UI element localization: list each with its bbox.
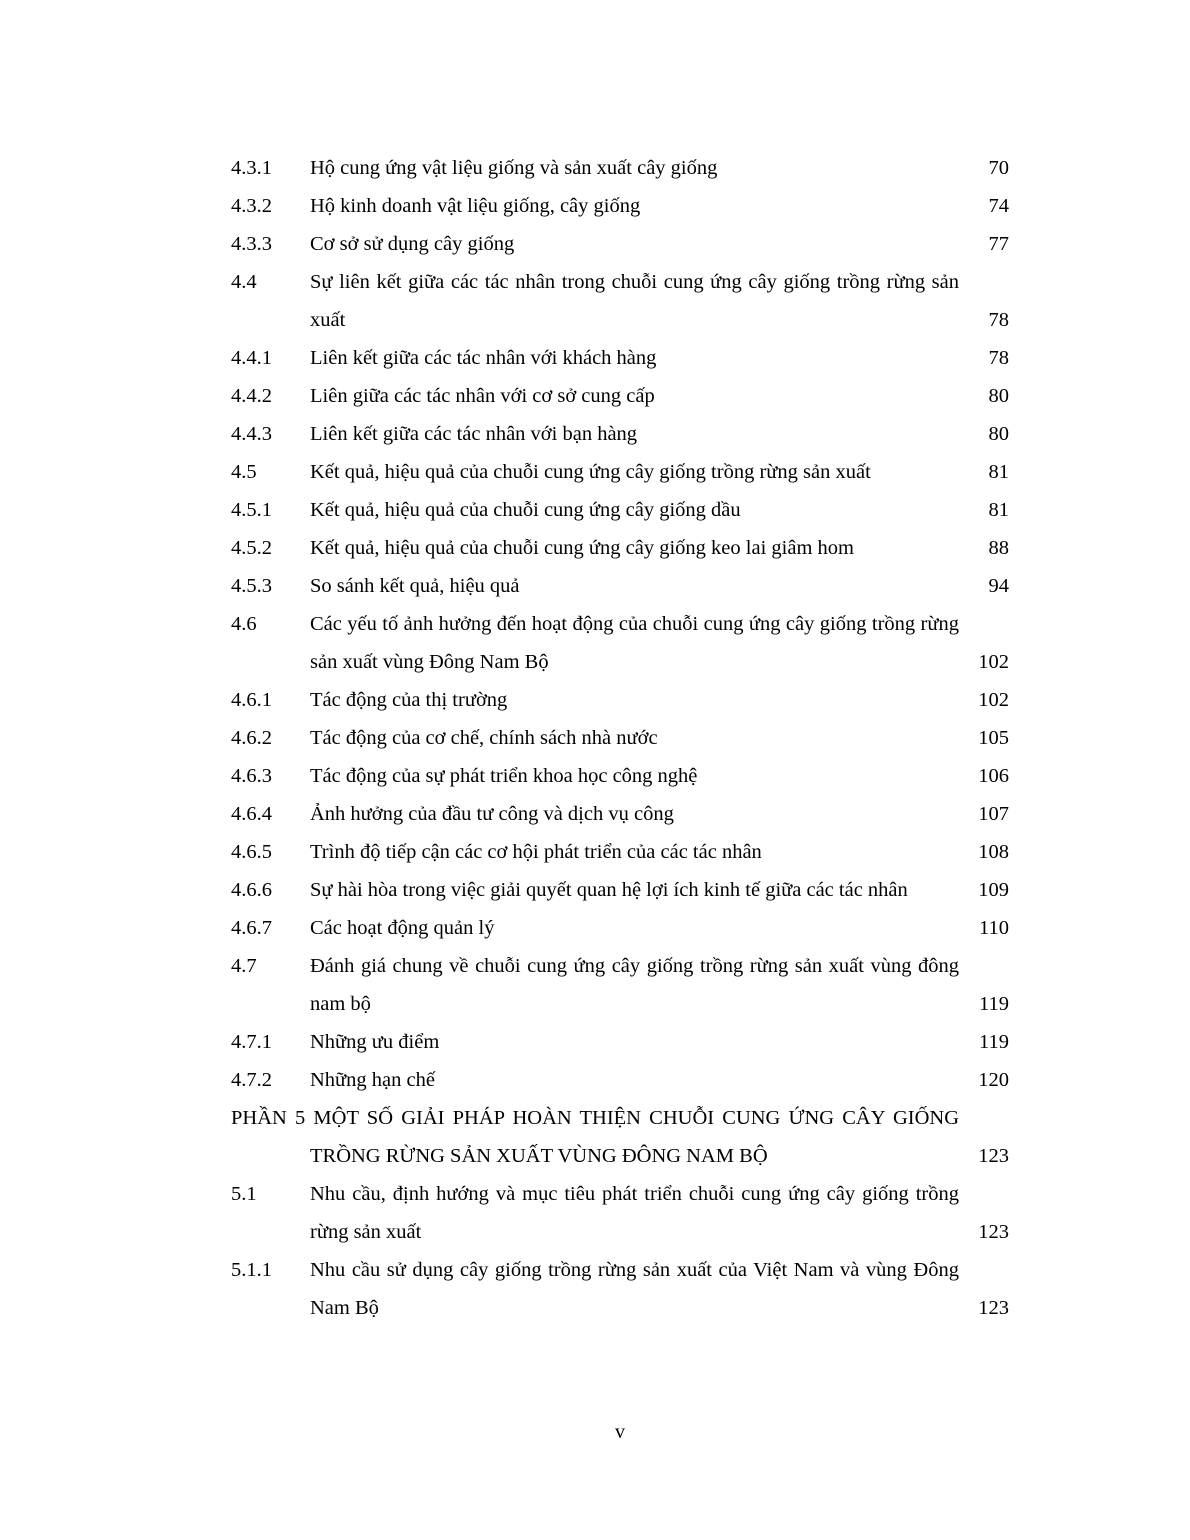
toc-entry-page: 80 bbox=[988, 385, 1009, 407]
toc-entry-body bbox=[310, 681, 1011, 719]
toc-entry-body bbox=[310, 529, 1011, 567]
toc-entry-page: 123 bbox=[978, 1221, 1009, 1243]
toc-entry-body bbox=[310, 1061, 1011, 1099]
toc-entry bbox=[231, 491, 1011, 529]
toc-entry bbox=[231, 149, 1011, 187]
toc-entry-page: 110 bbox=[979, 917, 1009, 939]
toc-entry-number: 4.6.7 bbox=[231, 917, 272, 939]
toc-entry-body bbox=[310, 453, 1011, 491]
toc-entry-title: Kết quả, hiệu quả của chuỗi cung ứng cây giống dầu bbox=[310, 499, 741, 521]
toc-entry-page: 81 bbox=[988, 499, 1009, 521]
toc-entry-body bbox=[310, 871, 1011, 909]
toc-entry-body bbox=[310, 947, 1011, 1023]
toc-entry bbox=[231, 1251, 1011, 1327]
toc-entry-body bbox=[310, 225, 1011, 263]
toc-entry-number: 4.6.4 bbox=[231, 803, 272, 825]
toc-entry-body bbox=[310, 757, 1011, 795]
toc-entry-page: 88 bbox=[988, 537, 1009, 559]
toc-entry-page: 119 bbox=[979, 993, 1009, 1015]
toc-entry-number: 4.3.3 bbox=[231, 233, 272, 255]
toc-entry-body bbox=[310, 415, 1011, 453]
toc-entry-body bbox=[310, 605, 1011, 681]
toc-entry bbox=[231, 1023, 1011, 1061]
toc-entry-number: 4.4.1 bbox=[231, 347, 272, 369]
toc-entry-title: Tác động của cơ chế, chính sách nhà nước bbox=[310, 727, 658, 749]
toc-entry bbox=[231, 225, 1011, 263]
toc-entry bbox=[231, 909, 1011, 947]
toc-entry-title: Liên kết giữa các tác nhân với bạn hàng bbox=[310, 423, 638, 445]
toc-entry-title: Những hạn chế bbox=[310, 1069, 435, 1091]
toc-entry bbox=[231, 187, 1011, 225]
toc-entry-title: PHẦN 5 MỘT SỐ GIẢI PHÁP HOÀN THIỆN CHUỖI CUNG ỨNG CÂY GIỐNG TRỒNG RỪNG SẢN XUẤT VÙNG ĐÔNG NAM BỘ bbox=[231, 1107, 959, 1167]
toc-entry-title: Sự liên kết giữa các tác nhân trong chuỗi cung ứng cây giống trồng rừng sản xuất bbox=[310, 271, 959, 331]
toc-entry bbox=[231, 377, 1011, 415]
toc-entry bbox=[231, 605, 1011, 681]
toc-entry-number: 5.1 bbox=[231, 1183, 257, 1205]
toc-entry-number: 4.7.1 bbox=[231, 1031, 272, 1053]
toc-entry bbox=[231, 1061, 1011, 1099]
toc-entry-body bbox=[310, 833, 1011, 871]
toc-entry-page: 74 bbox=[988, 195, 1009, 217]
toc-entry-title: Các yếu tố ảnh hưởng đến hoạt động của chuỗi cung ứng cây giống trồng rừng sản xuất vùng Đông Nam Bộ bbox=[310, 613, 959, 673]
toc-entry-title: Liên kết giữa các tác nhân với khách hàng bbox=[310, 347, 657, 369]
toc-entry-page: 102 bbox=[978, 651, 1009, 673]
toc-entry-title: Tác động của sự phát triển khoa học công nghệ bbox=[310, 765, 698, 787]
toc-entry-title: Kết quả, hiệu quả của chuỗi cung ứng cây giống trồng rừng sản xuất bbox=[310, 461, 871, 483]
toc-entry-page: 106 bbox=[978, 765, 1009, 787]
toc-entry-page: 107 bbox=[978, 803, 1009, 825]
toc-entry-page: 70 bbox=[988, 157, 1009, 179]
toc-entry bbox=[231, 871, 1011, 909]
toc-entry-number: 4.5.1 bbox=[231, 499, 272, 521]
toc-entry bbox=[231, 263, 1011, 339]
toc-entry-page: 78 bbox=[988, 309, 1009, 331]
toc-entry-title: Trình độ tiếp cận các cơ hội phát triển của các tác nhân bbox=[310, 841, 762, 863]
toc-entry-body bbox=[310, 567, 1011, 605]
toc-entry-page: 78 bbox=[988, 347, 1009, 369]
toc-entry-page: 123 bbox=[978, 1297, 1009, 1319]
toc-entry-page: 77 bbox=[988, 233, 1009, 255]
toc-entry-body bbox=[310, 795, 1011, 833]
toc-entry-title: Các hoạt động quản lý bbox=[310, 917, 495, 939]
toc-entry-body bbox=[310, 263, 1011, 339]
toc-entry-number: 4.3.1 bbox=[231, 157, 272, 179]
toc-entry-body bbox=[310, 1175, 1011, 1251]
toc-entry-number: 4.6.2 bbox=[231, 727, 272, 749]
toc-entry bbox=[231, 1099, 1011, 1175]
toc-entry-number: 4.6.3 bbox=[231, 765, 272, 787]
toc-entry bbox=[231, 757, 1011, 795]
toc-entry bbox=[231, 415, 1011, 453]
toc-entry-page: 94 bbox=[988, 575, 1009, 597]
page-number: v bbox=[615, 1421, 625, 1443]
toc-entry-title: Những ưu điểm bbox=[310, 1031, 440, 1053]
toc-entry bbox=[231, 719, 1011, 757]
toc-entry-title: Cơ sở sử dụng cây giống bbox=[310, 233, 515, 255]
toc-entry-number: 4.5.2 bbox=[231, 537, 272, 559]
toc-entry-page: 80 bbox=[988, 423, 1009, 445]
toc-entry-title: So sánh kết quả, hiệu quả bbox=[310, 575, 520, 597]
toc-entry-number: 4.6 bbox=[231, 613, 257, 635]
toc-entry-title: Tác động của thị trường bbox=[310, 689, 508, 711]
toc-entry-title: Hộ kinh doanh vật liệu giống, cây giống bbox=[310, 195, 641, 217]
toc-entry bbox=[231, 1175, 1011, 1251]
toc-entry-body bbox=[310, 909, 1011, 947]
toc-entry bbox=[231, 947, 1011, 1023]
toc-entry-page: 123 bbox=[978, 1145, 1009, 1167]
toc-entry bbox=[231, 833, 1011, 871]
toc-entry bbox=[231, 567, 1011, 605]
toc-entry-number: 4.6.5 bbox=[231, 841, 272, 863]
table-of-contents bbox=[231, 149, 1011, 1327]
toc-entry-page: 102 bbox=[978, 689, 1009, 711]
toc-entry bbox=[231, 453, 1011, 491]
toc-entry-title: Nhu cầu sử dụng cây giống trồng rừng sản xuất của Việt Nam và vùng Đông Nam Bộ bbox=[310, 1259, 959, 1319]
toc-entry-number: 4.4 bbox=[231, 271, 257, 293]
toc-entry-page: 120 bbox=[978, 1069, 1009, 1091]
toc-entry-number: 4.6.1 bbox=[231, 689, 272, 711]
toc-entry-title: Kết quả, hiệu quả của chuỗi cung ứng cây giống keo lai giâm hom bbox=[310, 537, 854, 559]
toc-entry-body bbox=[231, 1099, 1011, 1175]
toc-entry-page: 109 bbox=[978, 879, 1009, 901]
toc-entry-number: 4.4.2 bbox=[231, 385, 272, 407]
toc-entry-body bbox=[310, 1023, 1011, 1061]
toc-entry-number: 5.1.1 bbox=[231, 1259, 272, 1281]
toc-entry-body bbox=[310, 149, 1011, 187]
toc-entry bbox=[231, 795, 1011, 833]
toc-entry bbox=[231, 681, 1011, 719]
toc-entry-body bbox=[310, 187, 1011, 225]
toc-entry-title: Liên giữa các tác nhân với cơ sở cung cấp bbox=[310, 385, 655, 407]
toc-entry-number: 4.6.6 bbox=[231, 879, 272, 901]
toc-entry-body bbox=[310, 1251, 1011, 1327]
toc-entry-number: 4.5.3 bbox=[231, 575, 272, 597]
toc-entry-page: 81 bbox=[988, 461, 1009, 483]
toc-entry bbox=[231, 339, 1011, 377]
toc-entry-number: 4.5 bbox=[231, 461, 257, 483]
toc-entry-number: 4.7 bbox=[231, 955, 257, 977]
toc-entry-body bbox=[310, 339, 1011, 377]
toc-entry-page: 119 bbox=[979, 1031, 1009, 1053]
toc-entry-page: 108 bbox=[978, 841, 1009, 863]
toc-entry-number: 4.7.2 bbox=[231, 1069, 272, 1091]
toc-entry-body bbox=[310, 377, 1011, 415]
toc-entry-number: 4.4.3 bbox=[231, 423, 272, 445]
toc-entry-title: Hộ cung ứng vật liệu giống và sản xuất cây giống bbox=[310, 157, 718, 179]
toc-entry-body bbox=[310, 719, 1011, 757]
toc-entry-title: Nhu cầu, định hướng và mục tiêu phát triển chuỗi cung ứng cây giống trồng rừng sản xuất bbox=[310, 1183, 959, 1243]
toc-entry-title: Đánh giá chung về chuỗi cung ứng cây giống trồng rừng sản xuất vùng đông nam bộ bbox=[310, 955, 959, 1015]
toc-entry bbox=[231, 529, 1011, 567]
toc-entry-page: 105 bbox=[978, 727, 1009, 749]
toc-entry-body bbox=[310, 491, 1011, 529]
toc-entry-number: 4.3.2 bbox=[231, 195, 272, 217]
toc-entry-title: Sự hài hòa trong việc giải quyết quan hệ lợi ích kinh tế giữa các tác nhân bbox=[310, 879, 908, 901]
toc-entry-title: Ảnh hưởng của đầu tư công và dịch vụ công bbox=[310, 803, 674, 825]
